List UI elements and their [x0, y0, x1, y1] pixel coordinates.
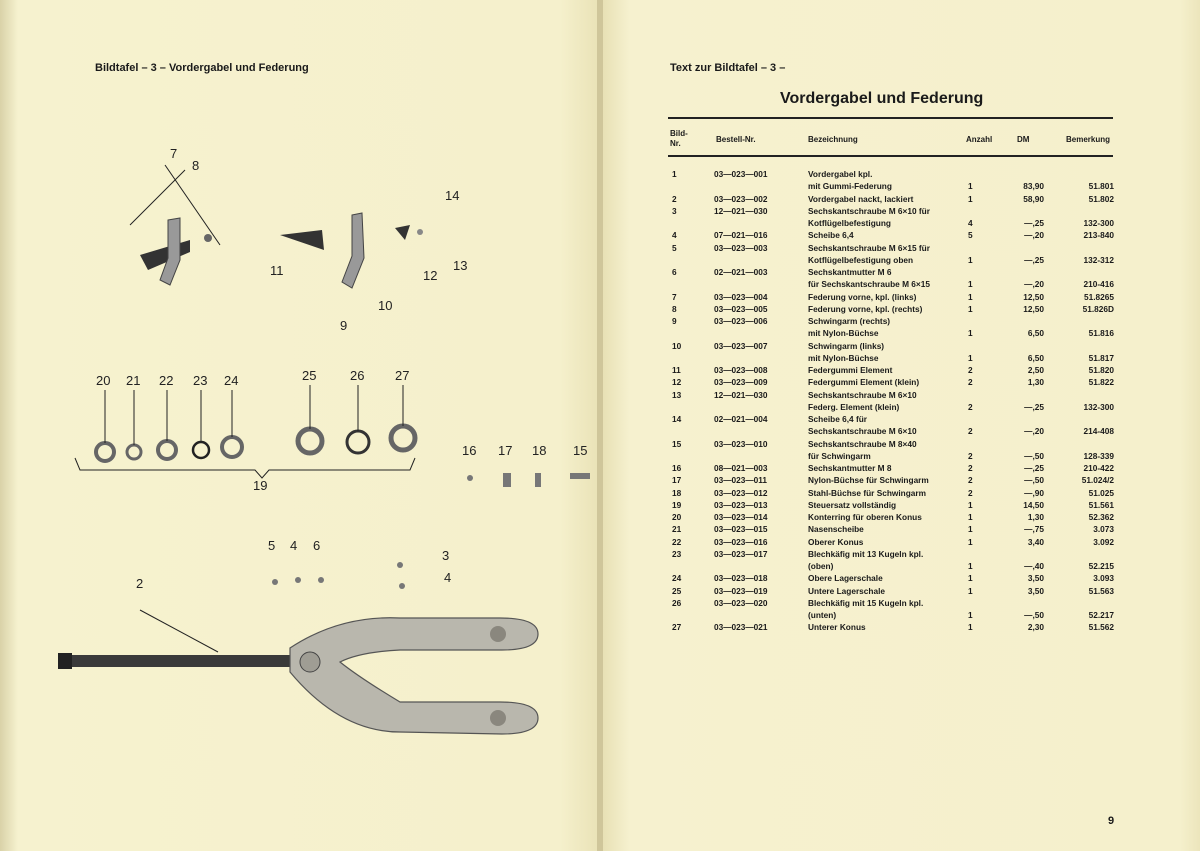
cell-nr: 17	[672, 475, 682, 486]
cell-bezeichnung: Sechskantschraube M 6×10	[808, 389, 917, 400]
cell-bezeichnung: Sechskantschraube M 6×10	[808, 426, 917, 437]
cell-bemerkung: 51.561	[1088, 499, 1114, 510]
part-number-labels	[96, 146, 587, 591]
cell-bestell-nr: 03—023—010	[714, 438, 768, 449]
col-head-bestell: Bestell-Nr.	[716, 135, 756, 144]
cell-bemerkung: 51.562	[1088, 622, 1114, 633]
cell-bestell-nr: 07—021—016	[714, 230, 768, 241]
col-head-bezeichnung: Bezeichnung	[808, 135, 858, 144]
cell-bemerkung: 51.563	[1088, 585, 1114, 596]
cell-anzahl: 2	[968, 377, 973, 388]
cell-anzahl: 2	[968, 426, 973, 437]
label-5: 5	[268, 538, 276, 553]
cell-dm: —,20	[1024, 426, 1044, 437]
cell-anzahl: 1	[968, 610, 973, 620]
cell-nr: 24	[672, 573, 682, 584]
cell-bezeichnung: Blechkäfig mit 13 Kugeln kpl.	[808, 548, 924, 559]
label-13: 13	[453, 258, 468, 273]
cell-anzahl: 5	[968, 230, 973, 241]
cell-nr: 19	[672, 499, 682, 510]
cell-bezeichnung: (unten)	[808, 610, 837, 620]
page-number: 9	[1108, 815, 1115, 827]
cell-nr: 5	[672, 242, 677, 253]
cell-bemerkung: 51.8265	[1084, 291, 1114, 302]
label-18: 18	[532, 443, 547, 458]
cell-bezeichnung: Federgummi Element (klein)	[808, 377, 920, 388]
label-4a: 4	[290, 538, 298, 553]
label-19: 19	[253, 478, 268, 493]
cell-bestell-nr: 03—023—007	[714, 340, 768, 351]
cell-bezeichnung: Untere Lagerschale	[808, 585, 886, 596]
cell-bezeichnung: Schwingarm (rechts)	[808, 316, 891, 326]
cell-nr: 16	[672, 463, 682, 473]
cell-bestell-nr: 03—023—004	[714, 291, 768, 302]
cell-anzahl: 1	[968, 622, 973, 633]
cell-nr: 21	[672, 524, 682, 535]
cell-bezeichnung: Sechskantmutter M 6	[808, 267, 892, 277]
cell-bezeichnung: Sechskantschraube M 6×10 für	[808, 205, 930, 216]
col-head-anzahl: Anzahl	[966, 135, 993, 144]
label-2: 2	[136, 576, 144, 591]
cell-bemerkung: 51.802	[1088, 193, 1114, 204]
cell-bestell-nr: 03—023—002	[714, 193, 768, 204]
cell-bestell-nr: 03—023—003	[714, 242, 768, 253]
col-head-bemerkung: Bemerkung	[1066, 135, 1111, 144]
cell-bestell-nr: 03—023—013	[714, 499, 768, 510]
cell-bemerkung: 213-840	[1083, 230, 1114, 241]
cell-bestell-nr: 03—023—017	[714, 548, 768, 559]
cell-nr: 22	[672, 536, 682, 547]
cell-dm: 3,50	[1027, 573, 1044, 584]
cell-bestell-nr: 03—023—011	[714, 475, 768, 486]
right-page-header: Text zur Bildtafel – 3 –	[670, 62, 786, 74]
cell-anzahl: 2	[968, 463, 973, 473]
cell-anzahl: 2	[968, 475, 973, 486]
cell-bestell-nr: 03—023—012	[714, 487, 768, 498]
label-10: 10	[378, 298, 393, 313]
cell-anzahl: 1	[968, 561, 973, 571]
cell-dm: 3,40	[1027, 536, 1044, 547]
cell-anzahl: 1	[968, 291, 973, 302]
cell-anzahl: 1	[968, 328, 973, 339]
label-11: 11	[270, 263, 284, 278]
cell-bezeichnung: für Sechskantschraube M 6×15	[808, 279, 930, 290]
page-title: Vordergabel und Federung	[780, 90, 984, 107]
cell-bezeichnung: Oberer Konus	[808, 536, 864, 547]
header-rule	[668, 155, 1113, 157]
cell-dm: 83,90	[1023, 181, 1044, 192]
cell-dm: —,25	[1024, 463, 1044, 473]
cell-bestell-nr: 03—023—018	[714, 573, 768, 584]
cell-bezeichnung: Federgummi Element	[808, 365, 893, 375]
label-3: 3	[442, 548, 450, 563]
label-21: 21	[126, 373, 141, 388]
cell-bestell-nr: 08—021—003	[714, 463, 768, 473]
cell-nr: 20	[672, 512, 682, 522]
label-6: 6	[313, 538, 321, 553]
cell-nr: 13	[672, 389, 682, 400]
cell-dm: 2,50	[1027, 365, 1044, 375]
cell-bezeichnung: Unterer Konus	[808, 622, 866, 633]
cell-anzahl: 1	[968, 303, 973, 314]
cell-nr: 10	[672, 340, 682, 351]
cell-bestell-nr: 03—023—019	[714, 585, 768, 596]
cell-bemerkung: 51.826D	[1082, 303, 1114, 314]
cell-bezeichnung: Federung vorne, kpl. (rechts)	[808, 303, 923, 314]
cell-bezeichnung: Federg. Element (klein)	[808, 401, 900, 412]
cell-anzahl: 1	[968, 181, 973, 192]
cell-bezeichnung: Schwingarm (links)	[808, 340, 885, 351]
cell-bezeichnung: Nylon-Büchse für Schwingarm	[808, 475, 929, 486]
label-17: 17	[498, 443, 513, 458]
cell-bestell-nr: 03—023—021	[714, 622, 768, 633]
label-15: 15	[573, 443, 588, 458]
cell-dm: —,25	[1024, 401, 1044, 412]
cell-bestell-nr: 03—023—016	[714, 536, 768, 547]
cell-anzahl: 1	[968, 512, 973, 522]
cell-bemerkung: 210-422	[1083, 463, 1114, 473]
cell-bezeichnung: Scheibe 6,4	[808, 230, 854, 241]
cell-bemerkung: 52.362	[1088, 512, 1114, 522]
cell-dm: 6,50	[1027, 352, 1044, 363]
cell-nr: 18	[672, 487, 682, 498]
cell-bemerkung: 214-408	[1083, 426, 1114, 437]
cell-anzahl: 1	[968, 536, 973, 547]
cell-nr: 14	[672, 414, 682, 424]
cell-anzahl: 2	[968, 365, 973, 375]
cell-bemerkung: 51.024/2	[1081, 475, 1114, 486]
cell-dm: 6,50	[1027, 328, 1044, 339]
cell-nr: 25	[672, 585, 682, 596]
label-12: 12	[423, 268, 438, 283]
cell-anzahl: 1	[968, 279, 973, 290]
label-20: 20	[96, 373, 111, 388]
cell-dm: —,90	[1024, 487, 1044, 498]
cell-nr: 15	[672, 438, 682, 449]
cell-dm: —,25	[1024, 254, 1044, 265]
cell-nr: 7	[672, 291, 677, 302]
cell-anzahl: 1	[968, 254, 973, 265]
cell-bemerkung: 132-300	[1083, 218, 1114, 228]
label-16: 16	[462, 443, 477, 458]
leader-lines	[75, 165, 415, 652]
cell-bemerkung: 52.215	[1088, 561, 1114, 571]
cell-dm: —,50	[1024, 475, 1044, 486]
cell-bestell-nr: 03—023—008	[714, 365, 768, 375]
cell-dm: 3,50	[1027, 585, 1044, 596]
label-7: 7	[170, 146, 178, 161]
cell-bestell-nr: 03—023—015	[714, 524, 768, 535]
cell-bestell-nr: 03—023—009	[714, 377, 768, 388]
cell-nr: 23	[672, 548, 682, 559]
cell-bestell-nr: 12—021—030	[714, 205, 768, 216]
cell-bemerkung: 210-416	[1083, 279, 1114, 290]
cell-bezeichnung: mit Nylon-Büchse	[808, 328, 879, 339]
cell-anzahl: 1	[968, 524, 973, 535]
cell-bemerkung: 51.801	[1088, 181, 1114, 192]
cell-bestell-nr: 03—023—005	[714, 303, 768, 314]
col-head-nr: Bild- Nr.	[670, 129, 688, 148]
cell-bezeichnung: Steuersatz vollständig	[808, 499, 897, 510]
cell-nr: 11	[672, 365, 681, 375]
cell-anzahl: 1	[968, 193, 973, 204]
cell-dm: 14,50	[1023, 499, 1044, 510]
cell-dm: —,50	[1024, 450, 1044, 461]
cell-bestell-nr: 03—023—006	[714, 316, 768, 326]
cell-bemerkung: 3.092	[1093, 536, 1114, 547]
cell-bezeichnung: für Schwingarm	[808, 450, 871, 461]
title-rule	[668, 117, 1113, 119]
cell-bestell-nr: 02—021—003	[714, 267, 768, 277]
label-22: 22	[159, 373, 174, 388]
small-fasteners	[272, 473, 590, 589]
label-27: 27	[395, 368, 410, 383]
cell-bemerkung: 132-300	[1083, 401, 1114, 412]
cell-bezeichnung: Federung vorne, kpl. (links)	[808, 291, 917, 302]
cell-dm: —,50	[1024, 610, 1044, 620]
cell-bestell-nr: 03—023—001	[714, 169, 768, 179]
cell-nr: 3	[672, 205, 677, 216]
cell-bemerkung: 132-312	[1083, 254, 1114, 265]
cell-nr: 2	[672, 193, 677, 204]
cell-anzahl: 2	[968, 401, 973, 412]
cell-bezeichnung: Kotflügelbefestigung	[808, 218, 891, 228]
bearing-rings	[96, 426, 415, 461]
label-8: 8	[192, 158, 200, 173]
cell-bezeichnung: Blechkäfig mit 15 Kugeln kpl.	[808, 597, 924, 608]
cell-bezeichnung: Sechskantschraube M 8×40	[808, 438, 917, 449]
exploded-parts-diagram	[40, 140, 600, 760]
cell-bezeichnung: Vordergabel nackt, lackiert	[808, 193, 914, 204]
label-24: 24	[224, 373, 239, 388]
cell-anzahl: 2	[968, 450, 973, 461]
cell-bestell-nr: 02—021—004	[714, 414, 768, 424]
cell-bemerkung: 51.816	[1088, 328, 1114, 339]
label-23: 23	[193, 373, 208, 388]
cell-bestell-nr: 03—023—014	[714, 512, 768, 522]
cell-bemerkung: 51.820	[1088, 365, 1114, 375]
cell-nr: 4	[672, 230, 677, 241]
cell-bemerkung: 51.025	[1088, 487, 1114, 498]
cell-bemerkung: 52.217	[1088, 610, 1114, 620]
cell-dm: —,40	[1024, 561, 1044, 571]
cell-bezeichnung: Obere Lagerschale	[808, 573, 883, 584]
cell-anzahl: 1	[968, 352, 973, 363]
cell-dm: 2,30	[1027, 622, 1044, 633]
front-fork-drawing	[58, 618, 538, 734]
cell-bemerkung: 128-339	[1083, 450, 1114, 461]
label-4b: 4	[444, 570, 452, 585]
cell-nr: 26	[672, 597, 682, 608]
cell-bezeichnung: Kotflügelbefestigung oben	[808, 254, 914, 265]
cell-dm: —,75	[1024, 524, 1044, 535]
cell-bezeichnung: Nasenscheibe	[808, 524, 864, 535]
cell-dm: —,20	[1024, 230, 1044, 241]
cell-dm: —,20	[1024, 279, 1044, 290]
cell-nr: 9	[672, 316, 677, 326]
cell-bezeichnung: Scheibe 6,4 für	[808, 414, 868, 424]
cell-anzahl: 1	[968, 499, 973, 510]
cell-nr: 27	[672, 622, 682, 633]
cell-nr: 8	[672, 303, 677, 314]
cell-bezeichnung: Stahl-Büchse für Schwingarm	[808, 487, 927, 498]
cell-dm: 1,30	[1027, 377, 1044, 388]
col-head-dm: DM	[1017, 135, 1030, 144]
cell-anzahl: 1	[968, 573, 973, 584]
cell-bezeichnung: mit Gummi-Federung	[808, 181, 892, 192]
cell-dm: 58,90	[1023, 193, 1044, 204]
cell-bezeichnung: Sechskantmutter M 8	[808, 463, 892, 473]
label-26: 26	[350, 368, 365, 383]
label-9: 9	[340, 318, 348, 333]
label-25: 25	[302, 368, 317, 383]
left-page-header: Bildtafel – 3 – Vordergabel und Federung	[95, 62, 309, 74]
cell-anzahl: 2	[968, 487, 973, 498]
cell-bestell-nr: 03—023—020	[714, 597, 768, 608]
cell-bezeichnung: Konterring für oberen Konus	[808, 512, 922, 522]
cell-bezeichnung: Sechskantschraube M 6×15 für	[808, 242, 930, 253]
cell-bemerkung: 3.073	[1093, 524, 1114, 535]
cell-dm: 12,50	[1023, 303, 1044, 314]
cell-bezeichnung: mit Nylon-Büchse	[808, 352, 879, 363]
cell-nr: 12	[672, 377, 682, 388]
label-14: 14	[445, 188, 460, 203]
cell-bezeichnung: (oben)	[808, 561, 834, 571]
cell-bemerkung: 3.093	[1093, 573, 1114, 584]
cell-dm: 12,50	[1023, 291, 1044, 302]
cell-nr: 6	[672, 267, 677, 277]
cell-nr: 1	[672, 169, 677, 179]
cell-anzahl: 4	[968, 218, 973, 228]
cell-dm: 1,30	[1027, 512, 1044, 522]
cell-bemerkung: 51.817	[1088, 352, 1114, 363]
cell-bemerkung: 51.822	[1088, 377, 1114, 388]
cell-bezeichnung: Vordergabel kpl.	[808, 169, 873, 179]
cell-bestell-nr: 12—021—030	[714, 389, 768, 400]
cell-dm: —,25	[1024, 218, 1044, 228]
cell-anzahl: 1	[968, 585, 973, 596]
